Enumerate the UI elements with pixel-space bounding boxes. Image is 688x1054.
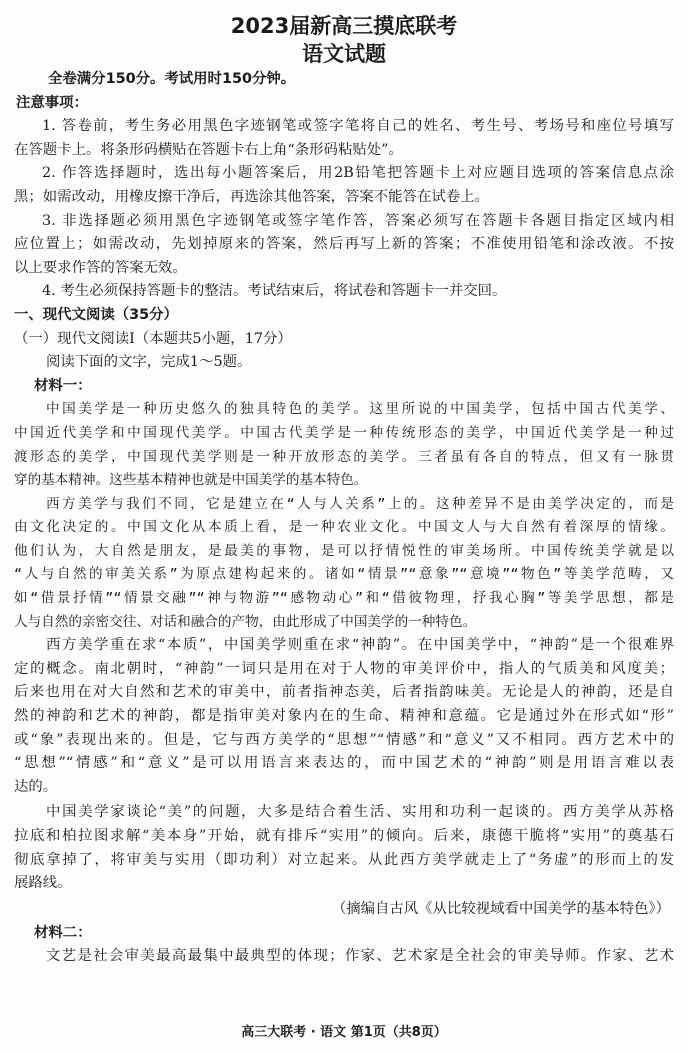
paragraph <box>14 801 674 895</box>
reading-instruction: 阅读下面的文字，完成1～5题。 <box>46 354 252 371</box>
text-line: 达的。 <box>14 778 58 795</box>
text-line: “思想”“情感”和“意义”是可以用语言来表达的，而中国艺术的“神韵”则是用语言难以表 <box>14 755 674 772</box>
notice-line: 黑；如需改动，用橡皮擦干净后，再选涂其他答案，答案不能答在试卷上。 <box>14 188 489 205</box>
text-line: 如“借景抒情”“情景交融”“神与物游”“感物动心”和“借彼物理，抒我心胸”等美学思想，都是 <box>14 590 674 607</box>
source-citation: （摘编自古风《从比较视域看中国美学的基本特色》） <box>331 900 670 917</box>
text-line: 人与自然的亲密交往、对话和融合的产物，由此形成了中国美学的一种特色。 <box>14 613 477 630</box>
notice-item-3 <box>14 210 674 281</box>
text-line: 中国近代美学和中国现代美学。中国古代美学是一种传统形态的美学，中国近代美学是一种过 <box>14 424 674 441</box>
notice-item-1 <box>14 115 674 162</box>
exam-title: 2023届新高三摸底联考 <box>230 14 458 38</box>
sub-section-heading: （一）现代文阅读Ⅰ（本题共5小题，17分） <box>14 330 292 347</box>
notice-item-2 <box>14 162 674 209</box>
text-line: 拉底和柏拉图求解“美本身”开始，就有排斥“实用”的倾向。后来，康德干脆将“实用”的奠基石 <box>14 828 674 844</box>
notice-line: 1. 答卷前，考生务必用黑色字迹钢笔或签字笔将自己的姓名、考生号、考场号和座位号填写 <box>42 118 674 135</box>
notice-item-4 <box>14 280 674 304</box>
text-line: 渡形态的美学，中国现代美学则是一种开放形态的美学。三者虽有各自的特点，但又有一脉贯 <box>14 448 674 465</box>
text-line: 然的神韵和艺术的神韵，都是指审美对象内在的生命、精神和意蕴。它是通过外在形式如“形” <box>14 708 674 725</box>
text-line: 西方美学重在求“本质”，中国美学则重在求“神韵”。在中国美学中，“神韵”是一个很难界 <box>46 637 674 654</box>
text-line: 中国美学是一种历史悠久的独具特色的美学。这里所说的中国美学，包括中国古代美学、 <box>46 401 674 418</box>
notice-line: 2. 作答选择题时，选出每小题答案后，用2B铅笔把答题卡上对应题目选项的答案信息点涂 <box>42 165 674 182</box>
notice-list <box>14 115 674 304</box>
page-footer: 高三大联考 · 语文 第1页（共8页） <box>241 1025 447 1040</box>
text-line: 后来也用在对大自然和艺术的审美中，前者指神态美，后者指韵味美。无论是人的神韵，还是自 <box>14 684 674 701</box>
text-line: 彻底拿掉了，将审美与实用（即功利）对立起来。从此西方美学就走上了“务虚”的形而上的发 <box>14 851 674 868</box>
notice-line: 3. 非选择题必须用黑色字迹钢笔或签字笔作答，答案必须写在答题卡各题目指定区域内相 <box>42 212 674 229</box>
paragraph <box>14 634 674 799</box>
paragraph <box>14 398 674 492</box>
notice-line: 应位置上；如需改动，先划掉原来的答案，然后再写上新的答案；不准使用铅笔和涂改液。不按 <box>14 236 674 253</box>
section-heading: 一、现代文阅读（35分） <box>14 306 178 323</box>
notice-heading: 注意事项： <box>16 94 88 111</box>
exam-info: 全卷满分150分。考试用时150分钟。 <box>48 71 296 87</box>
text-line: 定的概念。南北朝时，“神韵”一词只是用在对于人物的审美评价中，指人的气质美和风度美； <box>14 660 674 677</box>
paragraph <box>14 493 674 635</box>
text-line: 西方美学与我们不同，它是建立在“人与人关系”上的。这种差异不是由美学决定的，而是 <box>46 495 674 512</box>
material-one-label: 材料一： <box>34 377 92 394</box>
notice-line: 以上要求作答的答案无效。 <box>14 259 187 276</box>
material-two-label: 材料二： <box>34 924 92 941</box>
exam-subtitle: 语文试题 <box>302 42 386 66</box>
text-line: 穿的基本精神。这些基本精神也就是中国美学的基本特色。 <box>14 472 368 489</box>
notice-line: 在答题卡上。将条形码横贴在答题卡右上角“条形码粘贴处”。 <box>14 141 403 158</box>
text-line: 由文化决定的。中国文化从本质上看，是一种农业文化。中国文人与大自然有着深厚的情缘。 <box>14 519 674 536</box>
text-line: 他们认为，大自然是朋友，是最美的事物，是可以抒情悦性的审美场所。中国传统美学就是以 <box>14 542 674 559</box>
material-one-printed <box>14 634 674 896</box>
text-line: “人与自然的审美关系”为原点建构起来的。诸如“情景”“意象”“意境”“物色”等美学范畴，又 <box>14 566 674 583</box>
text-line: 或“象”表现出来的。但是，它与西方美学的“思想”“情感”和“意义”又不相同。西方艺术中的 <box>14 731 674 748</box>
notice-line: 4. 考生必须保持答题卡的整洁。考试结束后，将试卷和答题卡一并交回。 <box>42 283 507 300</box>
text-line: 中国美学家谈论“美”的问题，大多是结合着生活、实用和功利一起谈的。西方美学从苏格 <box>46 804 674 821</box>
text-line: 展路线。 <box>14 875 72 892</box>
text-line: 文艺是社会审美最高最集中最典型的体现；作家、艺术家是全社会的审美导师。作家、艺术 <box>46 948 674 965</box>
material-one-handwritten <box>14 398 674 634</box>
